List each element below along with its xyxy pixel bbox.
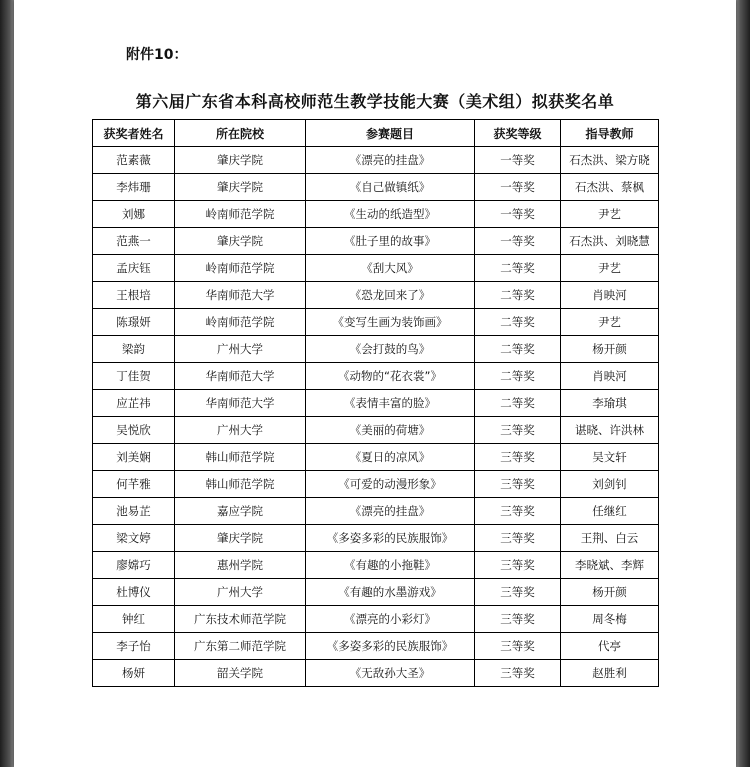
- cell-school: 华南师范大学: [175, 282, 306, 309]
- table-row: [93, 552, 659, 579]
- cell-advisor: 刘剑钊: [561, 471, 659, 498]
- cell-advisor: 王荆、白云: [561, 525, 659, 552]
- cell-school: 广州大学: [175, 336, 306, 363]
- cell-entry-title: 《漂亮的小彩灯》: [306, 606, 475, 633]
- table-row: [93, 417, 659, 444]
- cell-advisor: 周冬梅: [561, 606, 659, 633]
- cell-advisor: 石杰洪、蔡枫: [561, 174, 659, 201]
- cell-advisor: 尹艺: [561, 201, 659, 228]
- header-winner-name: 获奖者姓名: [93, 120, 175, 147]
- awards-table: [92, 119, 659, 687]
- table-row: [93, 255, 659, 282]
- cell-advisor: 尹艺: [561, 309, 659, 336]
- table-row: [93, 633, 659, 660]
- cell-advisor: 杨开颜: [561, 336, 659, 363]
- table-row: [93, 390, 659, 417]
- cell-award-level: 二等奖: [475, 390, 561, 417]
- cell-winner-name: 杨妍: [93, 660, 175, 687]
- table-row: [93, 309, 659, 336]
- cell-award-level: 三等奖: [475, 660, 561, 687]
- table-header-row: [93, 120, 659, 147]
- cell-winner-name: 孟庆钰: [93, 255, 175, 282]
- cell-winner-name: 丁佳贺: [93, 363, 175, 390]
- cell-award-level: 二等奖: [475, 363, 561, 390]
- cell-advisor: 石杰洪、梁方晓: [561, 147, 659, 174]
- table-row: [93, 579, 659, 606]
- cell-school: 华南师范大学: [175, 390, 306, 417]
- cell-school: 岭南师范学院: [175, 201, 306, 228]
- cell-advisor: 石杰洪、刘晓慧: [561, 228, 659, 255]
- viewer-right-edge: [736, 0, 750, 767]
- cell-school: 广州大学: [175, 579, 306, 606]
- cell-school: 岭南师范学院: [175, 309, 306, 336]
- cell-advisor: 代亭: [561, 633, 659, 660]
- cell-school: 广州大学: [175, 417, 306, 444]
- table-row: [93, 498, 659, 525]
- cell-school: 韩山师范学院: [175, 444, 306, 471]
- cell-award-level: 三等奖: [475, 633, 561, 660]
- cell-winner-name: 陈璟妍: [93, 309, 175, 336]
- cell-winner-name: 范燕一: [93, 228, 175, 255]
- cell-winner-name: 李炜珊: [93, 174, 175, 201]
- cell-award-level: 三等奖: [475, 552, 561, 579]
- cell-winner-name: 钟红: [93, 606, 175, 633]
- cell-entry-title: 《会打鼓的鸟》: [306, 336, 475, 363]
- cell-award-level: 三等奖: [475, 498, 561, 525]
- cell-school: 肇庆学院: [175, 228, 306, 255]
- cell-award-level: 一等奖: [475, 174, 561, 201]
- cell-school: 嘉应学院: [175, 498, 306, 525]
- header-award-level: 获奖等级: [475, 120, 561, 147]
- cell-entry-title: 《漂亮的挂盘》: [306, 147, 475, 174]
- cell-advisor: 李瑜琪: [561, 390, 659, 417]
- cell-winner-name: 刘娜: [93, 201, 175, 228]
- cell-advisor: 肖映河: [561, 363, 659, 390]
- cell-advisor: 杨开颜: [561, 579, 659, 606]
- table-row: [93, 660, 659, 687]
- document-page: [14, 0, 736, 767]
- cell-entry-title: 《多姿多彩的民族服饰》: [306, 633, 475, 660]
- cell-advisor: 谌晓、许洪林: [561, 417, 659, 444]
- table-row: [93, 525, 659, 552]
- cell-school: 韶关学院: [175, 660, 306, 687]
- cell-school: 广东技术师范学院: [175, 606, 306, 633]
- cell-entry-title: 《肚子里的故事》: [306, 228, 475, 255]
- cell-award-level: 一等奖: [475, 147, 561, 174]
- cell-winner-name: 池易芷: [93, 498, 175, 525]
- cell-entry-title: 《漂亮的挂盘》: [306, 498, 475, 525]
- cell-advisor: 赵胜利: [561, 660, 659, 687]
- cell-entry-title: 《自己做镇纸》: [306, 174, 475, 201]
- cell-entry-title: 《无敌孙大圣》: [306, 660, 475, 687]
- attachment-label: 附件10：: [126, 47, 188, 63]
- cell-award-level: 三等奖: [475, 579, 561, 606]
- viewer-left-edge: [0, 0, 14, 767]
- cell-award-level: 二等奖: [475, 336, 561, 363]
- cell-winner-name: 王根培: [93, 282, 175, 309]
- cell-award-level: 三等奖: [475, 471, 561, 498]
- cell-award-level: 二等奖: [475, 255, 561, 282]
- table-body: [93, 147, 659, 687]
- cell-entry-title: 《有趣的水墨游戏》: [306, 579, 475, 606]
- cell-advisor: 肖映河: [561, 282, 659, 309]
- cell-winner-name: 李子怡: [93, 633, 175, 660]
- cell-advisor: 吴文轩: [561, 444, 659, 471]
- table-row: [93, 363, 659, 390]
- cell-winner-name: 廖嫦巧: [93, 552, 175, 579]
- cell-school: 广东第二师范学院: [175, 633, 306, 660]
- cell-entry-title: 《多姿多彩的民族服饰》: [306, 525, 475, 552]
- table-row: [93, 228, 659, 255]
- cell-school: 肇庆学院: [175, 174, 306, 201]
- table-row: [93, 201, 659, 228]
- cell-award-level: 三等奖: [475, 417, 561, 444]
- table-row: [93, 606, 659, 633]
- cell-advisor: 李晓斌、李辉: [561, 552, 659, 579]
- cell-award-level: 二等奖: [475, 309, 561, 336]
- cell-winner-name: 刘美娴: [93, 444, 175, 471]
- cell-award-level: 二等奖: [475, 282, 561, 309]
- cell-award-level: 三等奖: [475, 444, 561, 471]
- cell-winner-name: 何芊雅: [93, 471, 175, 498]
- page-title: 第六届广东省本科高校师范生教学技能大赛（美术组）拟获奖名单: [135, 92, 615, 111]
- cell-school: 岭南师范学院: [175, 255, 306, 282]
- cell-entry-title: 《变写生画为装饰画》: [306, 309, 475, 336]
- cell-award-level: 三等奖: [475, 525, 561, 552]
- cell-entry-title: 《美丽的荷塘》: [306, 417, 475, 444]
- cell-winner-name: 杜博仪: [93, 579, 175, 606]
- cell-school: 肇庆学院: [175, 525, 306, 552]
- cell-award-level: 一等奖: [475, 201, 561, 228]
- cell-school: 肇庆学院: [175, 147, 306, 174]
- header-school: 所在院校: [175, 120, 306, 147]
- cell-advisor: 尹艺: [561, 255, 659, 282]
- cell-winner-name: 梁文婷: [93, 525, 175, 552]
- header-entry-title: 参赛题目: [306, 120, 475, 147]
- cell-entry-title: 《动物的“花衣裳”》: [306, 363, 475, 390]
- cell-winner-name: 应芷祎: [93, 390, 175, 417]
- cell-entry-title: 《有趣的小拖鞋》: [306, 552, 475, 579]
- cell-award-level: 三等奖: [475, 606, 561, 633]
- cell-entry-title: 《夏日的凉风》: [306, 444, 475, 471]
- cell-winner-name: 范素薇: [93, 147, 175, 174]
- table-row: [93, 336, 659, 363]
- cell-entry-title: 《可爱的动漫形象》: [306, 471, 475, 498]
- cell-winner-name: 梁韵: [93, 336, 175, 363]
- cell-entry-title: 《刮大风》: [306, 255, 475, 282]
- table-row: [93, 174, 659, 201]
- cell-entry-title: 《恐龙回来了》: [306, 282, 475, 309]
- cell-school: 韩山师范学院: [175, 471, 306, 498]
- table-row: [93, 471, 659, 498]
- cell-school: 惠州学院: [175, 552, 306, 579]
- cell-award-level: 一等奖: [475, 228, 561, 255]
- table-row: [93, 282, 659, 309]
- cell-advisor: 任继红: [561, 498, 659, 525]
- table-row: [93, 444, 659, 471]
- table-row: [93, 147, 659, 174]
- cell-school: 华南师范大学: [175, 363, 306, 390]
- cell-entry-title: 《生动的纸造型》: [306, 201, 475, 228]
- cell-winner-name: 吴悦欣: [93, 417, 175, 444]
- header-advisor: 指导教师: [561, 120, 659, 147]
- cell-entry-title: 《表情丰富的脸》: [306, 390, 475, 417]
